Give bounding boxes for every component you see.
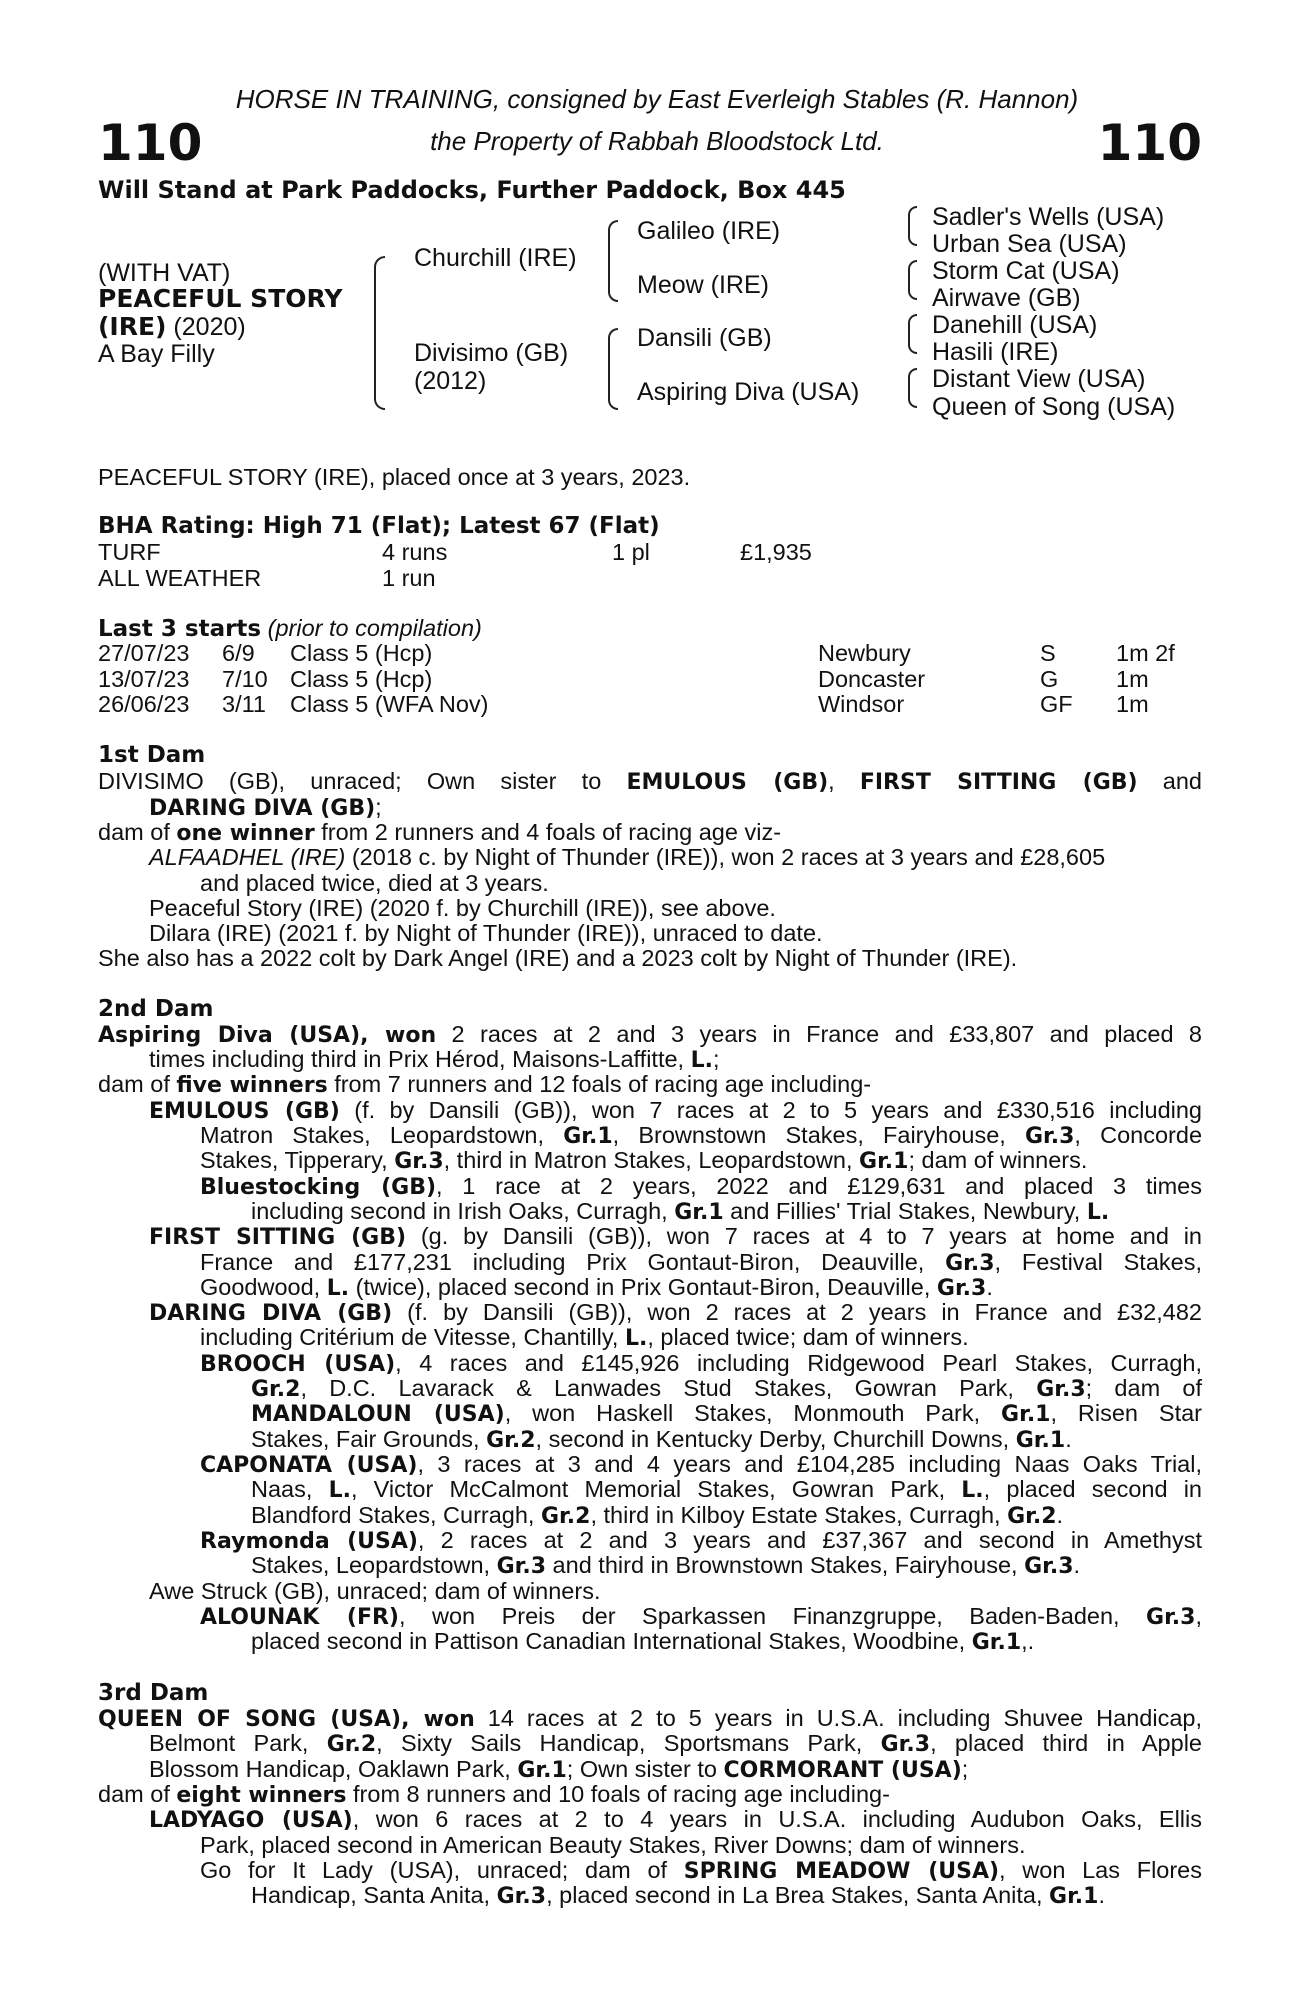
first-dam-heading: 1st Dam [98,742,206,768]
bold-run: SPRING MEADOW (USA) [683,1859,1000,1884]
produce-entry [149,845,1105,871]
text-line [200,1275,993,1302]
text-run: (g. by Dansili (GB)), won 7 races at 4 to 7 years at home and in [406,1223,1202,1249]
bold-run: Gr.2 [486,1428,536,1453]
text-line [251,1503,1063,1530]
bold-run: Gr.1 [517,1758,567,1783]
rating-prize: £1,935 [740,539,812,565]
text-run: Stakes, Tipperary, [200,1147,395,1173]
third-dam-heading: 3rd Dam [98,1680,209,1706]
rating-placed: 1 pl [612,539,650,565]
first-dam-produce-summary [98,820,781,847]
bold-run: Gr.1 [674,1200,724,1225]
text-run: , 1 race at 2 years, 2022 and £129,631 and placed 3 times [436,1173,1202,1199]
bold-run: Gr.1 [1001,1402,1051,1427]
text-run: Goodwood, [200,1274,327,1300]
bold-run: Gr.3 [936,1276,987,1301]
pedigree-sire: Churchill (IRE) [414,244,577,272]
start-course: Newbury [818,640,911,666]
bold-run: one winner [176,821,315,846]
produce-entry: Peaceful Story (IRE) (2020 f. by Churchill (IRE)), see above. [149,895,776,921]
text-run: from 7 runners and 12 foals of racing age including- [327,1071,872,1097]
pedigree-dam-dam: Aspiring Diva (USA) [637,378,860,406]
text-run: dam of [98,1781,177,1807]
text-run: , D.C. Lavarack & Lanwades Stud Stakes, Gowran Park, [300,1375,1037,1401]
pedigree-g3-1: Sadler's Wells (USA) [932,203,1165,231]
text-line [251,1553,1080,1580]
text-line [98,1782,890,1809]
text-run: , 3 races at 3 and 4 years and £104,285 including Naas Oaks Trial, [417,1451,1202,1477]
lot-number-right: 110 [1097,114,1202,172]
text-line [149,1757,968,1784]
start-race: Class 5 (Hcp) [290,640,433,666]
bold-run: Gr.2 [1007,1504,1057,1529]
bold-run: Gr.1 [971,1630,1022,1655]
horse-year: (2020) [166,313,246,341]
text-run: 14 races at 2 to 5 years in U.S.A. including Shuvee Handicap, [474,1705,1202,1731]
pedigree-g3-3: Storm Cat (USA) [932,257,1120,285]
text-line [251,1401,1202,1428]
text-line [200,1858,1202,1885]
rating-surface: TURF [98,539,161,565]
bold-run: Gr.2 [541,1504,591,1529]
bold-run: Gr.3 [1036,1377,1086,1402]
start-date: 26/06/23 [98,691,190,717]
last-starts-heading [98,616,482,643]
text-run: 2 races at 2 and 3 years in France and £33,807 and placed 8 [436,1021,1202,1047]
text-line [251,1199,1109,1226]
stable-location: Will Stand at Park Paddocks, Further Paddock, Box 445 [98,176,846,204]
produce-entry: Dilara (IRE) (2021 f. by Night of Thunder (IRE)), unraced to date. [149,920,823,946]
text-run: placed second in Pattison Canadian International Stakes, Woodbine, [251,1628,972,1654]
text-run: ; dam of winners. [908,1147,1088,1173]
header-consignor: HORSE IN TRAINING, consigned by East Everleigh Stables (R. Hannon) [235,84,1079,114]
text-run: France and £177,231 including Prix Gontaut-Biron, Deauville, [200,1249,946,1275]
text-run: including second in Irish Oaks, Curragh, [251,1198,675,1224]
bold-run: Gr.3 [496,1554,547,1579]
text-run: times including third in Prix Hérod, Maisons-Laffitte, [149,1046,691,1072]
text-run: , placed second in La Brea Stakes, Santa Anita, [546,1882,1050,1908]
bold-run: Gr.2 [326,1732,377,1757]
text-run: from 8 runners and 10 foals of racing age including- [346,1781,890,1807]
horse-description: A Bay Filly [98,340,215,368]
bold-run: Gr.2 [251,1377,301,1402]
rating-surface: ALL WEATHER [98,565,262,591]
text-run: and third in Brownstown Stakes, Fairyhouse, [546,1552,1025,1578]
start-distance: 1m [1116,666,1149,692]
pedigree-dam: Divisimo (GB) [414,339,569,367]
header-property: the Property of Rabbah Bloodstock Ltd. [430,126,884,156]
text-line [149,1224,1202,1251]
text-line [251,1883,1105,1910]
race-summary: PEACEFUL STORY (IRE), placed once at 3 years, 2023. [98,464,691,490]
text-run: . [986,1274,993,1300]
text-run: and [1137,768,1202,794]
text-line [200,1528,1202,1555]
bold-run: Gr.3 [496,1884,547,1909]
start-position: 7/10 [222,666,268,692]
rating-runs: 1 run [382,565,436,591]
start-race: Class 5 (Hcp) [290,666,433,692]
bold-run: eight winners [176,1783,347,1808]
text-run: Matron Stakes, Leopardstown, [200,1122,564,1148]
text-run: Stakes, Fair Grounds, [251,1426,487,1452]
bold-run: L. [1086,1200,1110,1225]
text-run: , Concorde [1074,1122,1203,1148]
text-run: , won Haskell Stakes, Monmouth Park, [504,1400,1002,1426]
bold-run: Gr.1 [1015,1428,1066,1453]
text-run: , [828,768,860,794]
bold-run: Gr.3 [1146,1605,1196,1630]
bold-run: L. [961,1478,984,1503]
brace-g3-2 [908,260,917,300]
text-run: ; [961,1756,969,1782]
text-run: and Fillies' Trial Stakes, Newbury, [723,1198,1087,1224]
text-run: ; [713,1046,720,1072]
start-date: 13/07/23 [98,666,190,692]
text-line [200,1250,1202,1277]
produce-note: She also has a 2022 colt by Dark Angel (IRE) and a 2023 colt by Night of Thunder (IRE). [98,945,1018,971]
bold-run: QUEEN OF SONG (USA), won [98,1707,475,1732]
bold-run: DARING DIVA (GB) [149,796,376,821]
start-distance: 1m 2f [1116,640,1175,666]
bold-run: Gr.1 [563,1124,613,1149]
bold-run: LADYAGO (USA) [149,1808,353,1833]
start-going: GF [1040,691,1073,717]
brace-dam-parents [608,328,618,410]
text-run: (f. by Dansili (GB)), won 2 races at 2 years in France and £32,482 [392,1299,1202,1325]
text-line [251,1629,1034,1656]
text-run: Awe Struck (GB), unraced; dam of winners. [149,1578,601,1604]
pedigree-dam-sire: Dansili (GB) [637,324,772,352]
text-run: Handicap, Santa Anita, [251,1882,497,1908]
bold-run: Gr.3 [945,1251,995,1276]
text-run: , 4 races and £145,926 including Ridgewood Pearl Stakes, Curragh, [395,1350,1202,1376]
bold-run: ALOUNAK (FR) [200,1605,399,1630]
pedigree-g3-5: Danehill (USA) [932,311,1098,339]
text-run: (2018 c. by Night of Thunder (IRE)), won 2 races at 3 years and £28,605 [345,844,1106,870]
text-run: , Victor McCalmont Memorial Stakes, Gowran Park, [350,1476,962,1502]
start-distance: 1m [1116,691,1149,717]
text-line [200,1351,1202,1378]
bold-run: MANDALOUN (USA) [251,1402,505,1427]
bold-run: EMULOUS (GB) [626,770,829,795]
first-dam-line [98,769,1202,796]
text-line [200,1325,969,1352]
text-run: , Risen Star [1050,1400,1202,1426]
text-line [200,1452,1202,1479]
text-run: ,. [1021,1628,1035,1654]
text-run: dam of [98,1071,177,1097]
text-line [251,1427,1072,1454]
bold-run: BROOCH (USA) [200,1352,396,1377]
pedigree-g3-4: Airwave (GB) [932,284,1081,312]
bold-run: Gr.3 [394,1149,444,1174]
start-position: 6/9 [222,640,255,666]
bold-run: Bluestocking (GB) [200,1175,437,1200]
text-line [200,1123,1202,1150]
text-run: (f. by Dansili (GB)), won 7 races at 2 to 5 years and £330,516 including [339,1097,1202,1123]
bha-rating: BHA Rating: High 71 (Flat); Latest 67 (Flat) [98,513,660,539]
text-run: Belmont Park, [149,1730,327,1756]
text-line [251,1376,1202,1403]
start-position: 3/11 [222,691,266,717]
text-run: , Festival Stakes, [994,1249,1202,1275]
bold-run: L. [690,1048,713,1073]
text-line [149,1807,1202,1834]
bold-run: DARING DIVA (GB) [149,1301,393,1326]
text-run: dam of [98,819,177,845]
text-run: . [1073,1552,1081,1578]
text-run: from 2 runners and 4 foals of racing age viz- [314,819,782,845]
text-run: . [1065,1426,1072,1452]
last-starts-note: (prior to compilation) [261,615,482,641]
text-run: Blossom Handicap, Oaklawn Park, [149,1756,518,1782]
pedigree-g3-2: Urban Sea (USA) [932,230,1127,258]
bold-run: Aspiring Diva (USA), won [98,1023,437,1048]
start-race: Class 5 (WFA Nov) [290,691,489,717]
text-run: , second in Kentucky Derby, Churchill Downs, [535,1426,1016,1452]
text-run: , Brownstown Stakes, Fairyhouse, [612,1122,1025,1148]
text-run: Park, placed second in American Beauty Stakes, River Downs; dam of winners. [200,1832,1026,1858]
bold-run: Gr.3 [1024,1124,1075,1149]
bold-run: five winners [176,1073,328,1098]
bold-run: Raymonda (USA) [200,1529,418,1554]
text-line [200,1833,1026,1859]
lot-number-left: 110 [98,114,203,172]
bold-run: CORMORANT (USA) [723,1758,962,1783]
bold-run: Gr.3 [880,1732,931,1757]
bold-run: CAPONATA (USA) [200,1453,418,1478]
text-run: Blandford Stakes, Curragh, [251,1502,541,1528]
pedigree-sire-dam: Meow (IRE) [637,271,769,299]
bold-run: FIRST SITTING (GB) [859,770,1138,795]
text-run: , [1195,1603,1202,1629]
text-run: , Sixty Sails Handicap, Sportsmans Park, [376,1730,881,1756]
text-line [149,1579,600,1605]
text-run: ; dam of [1085,1375,1202,1401]
brace-g3-3 [908,314,917,354]
bold-run: FIRST SITTING (GB) [149,1225,407,1250]
text-run: . [1098,1882,1105,1908]
bold-run: Gr.1 [1049,1884,1099,1909]
text-run: , placed second in [983,1476,1203,1502]
bold-run: Gr.3 [1024,1554,1074,1579]
text-line [149,1047,720,1074]
vat-label: (WITH VAT) [98,259,231,287]
first-dam-line [149,795,382,822]
text-run: Naas, [251,1476,329,1502]
text-run: DIVISIMO (GB), unraced; Own sister to [98,768,627,794]
text-run: Go for It Lady (USA), unraced; dam of [200,1857,684,1883]
text-line [200,1148,1087,1175]
text-run: , won 6 races at 2 to 4 years in U.S.A. including Audubon Oaks, Ellis [352,1806,1202,1832]
text-line [200,1174,1202,1201]
text-line [149,1098,1202,1125]
text-line [200,1604,1202,1631]
text-line [98,1072,871,1099]
pedigree-g3-7: Distant View (USA) [932,365,1146,393]
second-dam-heading: 2nd Dam [98,996,214,1022]
brace-g3-4 [908,368,917,408]
pedigree-sire-sire: Galileo (IRE) [637,217,781,245]
brace-sire-parents [608,220,618,302]
text-run: Stakes, Leopardstown, [251,1552,497,1578]
pedigree-dam-year: (2012) [414,367,487,395]
text-line [149,1300,1202,1327]
text-run: , placed third in Apple [930,1730,1202,1756]
text-line [98,1706,1202,1733]
text-run: , 2 races at 2 and 3 years and £37,367 and second in Amethyst [417,1527,1203,1553]
produce-entry-cont: and placed twice, died at 3 years. [200,870,549,896]
last-starts-title: Last 3 starts [98,616,262,642]
start-going: G [1040,666,1059,692]
text-run: , placed twice; dam of winners. [647,1324,969,1350]
horse-name: PEACEFUL STORY [98,284,343,313]
horse-country-year [98,312,246,342]
text-run: ; [375,794,382,820]
pedigree-g3-6: Hasili (IRE) [932,338,1059,366]
rating-runs: 4 runs [382,539,448,565]
brace-sire-dam [374,256,385,410]
text-line [98,1022,1202,1049]
italic-run: ALFAADHEL (IRE) [149,844,346,870]
text-run: , third in Matron Stakes, Leopardstown, [443,1147,860,1173]
pedigree-g3-8: Queen of Song (USA) [932,393,1176,421]
start-course: Doncaster [818,666,926,692]
bold-run: L. [328,1478,351,1503]
text-run: (twice), placed second in Prix Gontaut-Biron, Deauville, [349,1274,937,1300]
horse-country: (IRE) [98,312,167,341]
bold-run: L. [624,1326,648,1351]
bold-run: Gr.1 [859,1149,909,1174]
start-going: S [1040,640,1056,666]
text-run: ; Own sister to [566,1756,724,1782]
bold-run: L. [326,1276,350,1301]
text-run: . [1056,1502,1064,1528]
start-date: 27/07/23 [98,640,190,666]
text-run: including Critérium de Vitesse, Chantilly, [200,1324,625,1350]
text-run: , third in Kilboy Estate Stakes, Curragh, [590,1502,1008,1528]
text-line [251,1477,1202,1504]
brace-g3-1 [908,206,917,246]
start-course: Windsor [818,691,905,717]
text-run: , won Las Flores [999,1857,1203,1883]
bold-run: EMULOUS (GB) [149,1099,340,1124]
text-line [149,1731,1202,1758]
text-run: , won Preis der Sparkassen Finanzgruppe, Baden-Baden, [399,1603,1147,1629]
